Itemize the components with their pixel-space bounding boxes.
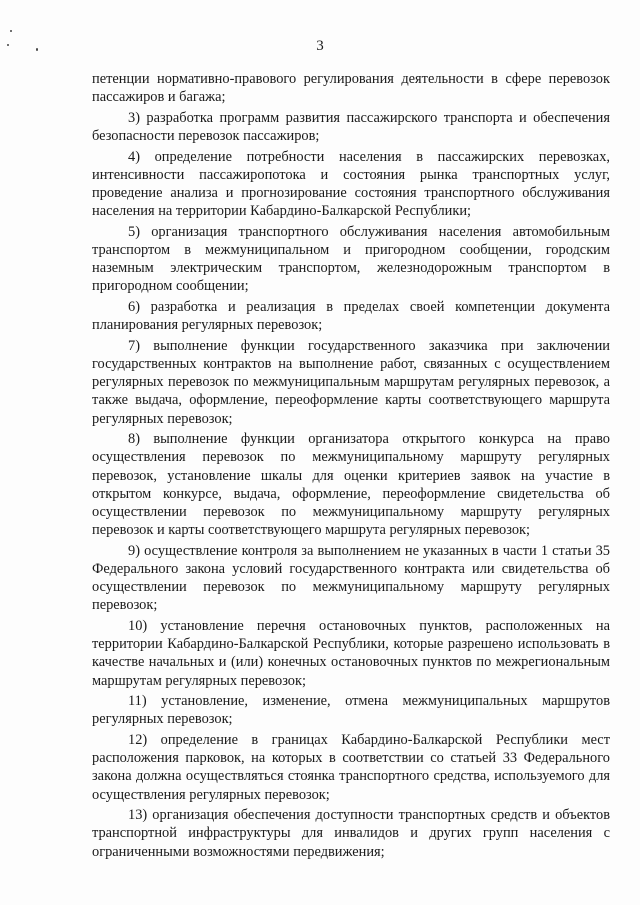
list-item-9: 9) осуществление контроля за выполнением не указанных в части 1 статьи 35 Федерального закона условий государственного контракта или свидетельства об осуществлении перевозок по межмуниципальному маршруту регулярных перевозок; [92,542,610,614]
list-item-4: 4) определение потребности населения в пассажирских перевозках, интенсивности пассажиропотока и состояния рынка транспортных услуг, проведение анализа и прогнозирование состояния транспортного обслуживания населения на территории Кабардино-Балкарской Республики; [92,148,610,220]
scan-speck [10,30,12,32]
list-item-11: 11) установление, изменение, отмена межмуниципальных маршрутов регулярных перевозок; [92,693,610,728]
list-item-3: 3) разработка программ развития пассажирского транспорта и обеспечения безопасности перевозок пассажиров; [92,109,610,144]
list-item-12: 12) определение в границах Кабардино-Балкарской Республики мест расположения парковок, на которых в соответствии со статьей 33 Федерального закона должна осуществляться стоянка транспортного средства, используемого для осуществления регулярных перевозок; [92,732,610,803]
document-body [92,70,610,863]
paragraph-continuation: петенции нормативно-правового регулирования деятельности в сфере перевозок пассажиров и багажа; [92,71,610,106]
list-item-7: 7) выполнение функции государственного заказчика при заключении государственных контрактов на выполнение работ, связанных с осуществлением регулярных перевозок по межмуниципальным маршрутам регулярных перевозок, а также выдача, оформление, переоформление карты соответствующего маршрута регулярных перевозок; [92,337,610,427]
list-item-13: 13) организация обеспечения доступности транспортных средств и объектов транспортной инфраструктуры для инвалидов и других групп населения с ограниченными возможностями передвижения; [92,807,610,860]
list-item-8: 8) выполнение функции организатора открытого конкурса на право осуществления перевозок по межмуниципальному маршруту регулярных перевозок, установление шкалы для оценки критериев заявок на участие в открытом конкурсе, выдача, оформление, переоформление свидетельства об осуществлении перевозок по межмуниципальному маршруту регулярных перевозок и карты соответствующего маршрута регулярных перевозок; [92,431,610,539]
list-item-5: 5) организация транспортного обслуживания населения автомобильным транспортом в межмуниципальном и пригородном сообщении, городским наземным электрическим транспортом, железнодорожным транспортом в пригородном сообщении; [92,223,610,295]
page-number: 3 [316,38,324,54]
list-item-10: 10) установление перечня остановочных пунктов, расположенных на территории Кабардино-Балкарской Республики, которые разрешено использовать в качестве начальных и (или) конечных остановочных пунктов по межрегиональным маршрутам регулярных перевозок; [92,618,610,689]
list-item-6: 6) разработка и реализация в пределах своей компетенции документа планирования регулярных перевозок; [92,299,610,334]
